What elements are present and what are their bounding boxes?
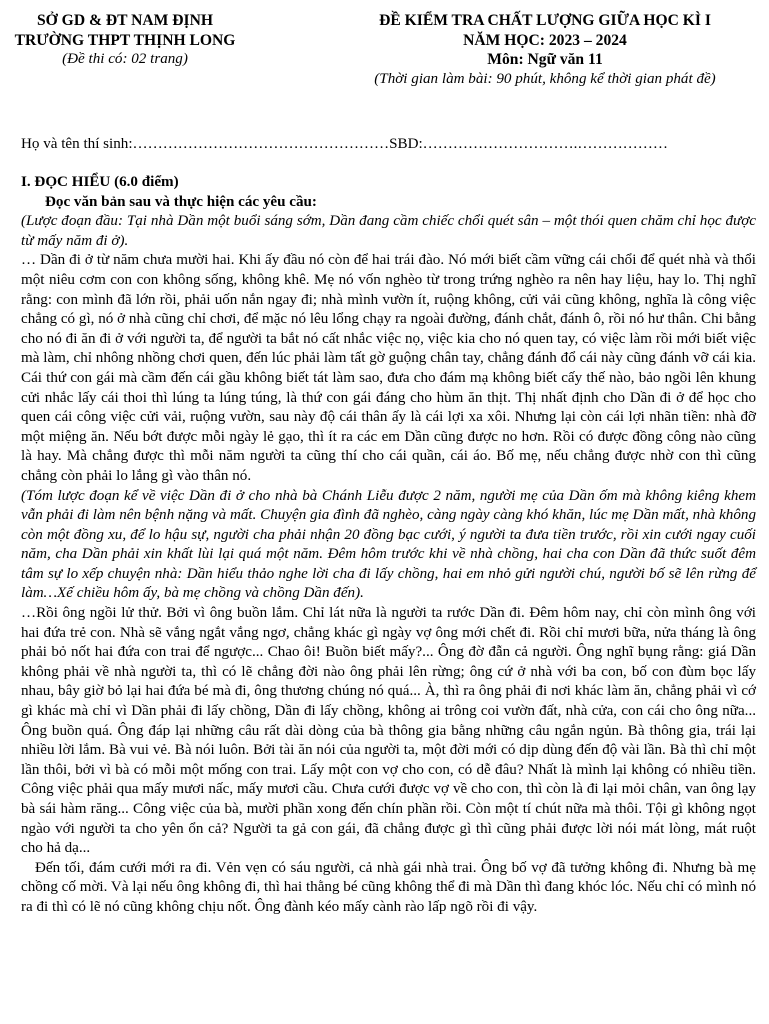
school-name: TRƯỜNG THPT THỊNH LONG [14, 31, 236, 49]
time-note: (Thời gian làm bài: 90 phút, không kể thời gian phát đề) [374, 70, 716, 87]
department-name: SỞ GD & ĐT NAM ĐỊNH [36, 12, 214, 29]
passage-paragraph-1: … Dần đi ở từ năm chưa mười hai. Khi ấy đầu nó còn để hai trái đào. Nó mới biết cầm vững cái chổi để quét nhà và thổi một niêu cơm con con không sống, không khê. Mẹ nó vốn nghèo từ trong trứng nghèo ra nên hay liệu, hay lo. Thị nghĩ rằng: con mình đã lớn rồi, phải uốn nắn ngay đi; nhà mình vườn ít, ruộng không, cửi vải cũng không, nghĩa là công việc chẳng có gì, nó ở nhà cũng chỉ chơi, để mặc nó lêu lổng chạy ra ngoài đường, đánh chắt, đánh ô, rồi nó hư thân. Chi bằng cho nó đi ăn đi ở với người ta, để người ta bắt nó cất nhắc việc nọ, việc kia cho nó quen tay, có việc làm rồi mới biết việc mà làm, chỉ nhông nhồng chơi quen, đến lúc phải làm tất gờ guộng chân tay, chẳng đánh đổ cái này cũng đánh vỡ cái kia. Cái thứ con gái mà cầm đến cái gầu không biết tát làm sao, đưa cho đám mạ không biết cấy thế nào, bảo ngồi lên khung cửi nhắc lấy cái thoi thì lúng ta lúng túng, là thứ con gái đáng cho hùm ăn thịt. Thị nhất định cho Dần đi ở để học cho quen cái công việc cửi vải, ruộng vườn, sau này độ cái thân ấy là cái lợi xa xôi. Nhưng lại còn cái lợi nhãn tiền: nhà đỡ một miệng ăn. Nếu bớt được mỗi ngày lẻ gạo, thì ít ra các em Dần cũng được no hơn. Rồi có được đồng công nào cũng là hay. Mà chẳng được thì mỗi năm người ta cũng thí cho cái quần, cái áo. Bố mẹ, nếu chẳng được nhờ con thì cũng chẳng còn phải lo lắng gì vào thân nó. [21, 252, 756, 484]
summary-paragraph-2: (Tóm lược đoạn kể về việc Dần đi ở cho nhà bà Chánh Liễu được 2 năm, người mẹ của Dần ốm mà không kiêng khem vẫn phải đi làm nên bệnh nặng và mất. Chuyện gia đình đã nghèo, càng ngày càng khó khăn, lúc mẹ Dần mất, nhà không còn một đồng xu, để lo hậu sự, người cha phải nhận 20 đồng bạc cưới, ý người ta đưa tiền trước, rồi xin cưới ngay cuối năm, cha Dần phải xin khất lùi lại quá một năm. Đêm hôm trước khi về nhà chồng, hai cha con Dần đã thức suốt đêm tâm sự lo xếp chuyện nhà: Dần hiểu thảo nghe lời cha đi lấy chồng, hai em nhỏ gửi người chú, người bố sẽ lên rừng để làm…Xế chiều hôm ấy, bà mẹ chồng và chồng Dần đến). [21, 487, 756, 602]
subject: Môn: Ngữ văn 11 [487, 51, 603, 68]
candidate-info-line: Họ và tên thí sinh:……………………………………………SBD:………………………….……………… [21, 136, 668, 152]
reading-section [21, 173, 756, 918]
section-title: I. ĐỌC HIỂU (6.0 điểm) [21, 174, 179, 190]
summary-paragraph-1: (Lược đoạn đầu: Tại nhà Dần một buổi sáng sớm, Dần đang cầm chiếc chổi quét sân – một thói quen chăm chỉ học được từ mấy năm đi ở). [21, 213, 756, 249]
pages-note: (Đề thi có: 02 trang) [62, 51, 188, 67]
exam-title: ĐỀ KIỂM TRA CHẤT LƯỢNG GIỮA HỌC KÌ I [379, 12, 711, 29]
header-left [14, 11, 236, 70]
header-right [322, 11, 768, 89]
passage-paragraph-2: …Rồi ông ngồi lử thử. Bởi vì ông buồn lắm. Chỉ lát nữa là người ta rước Dần đi. Đêm hôm nay, chỉ còn mình ông với hai đứa trẻ con. Nhà sẽ vắng ngắt vắng ngơ, chẳng khác gì ngày vợ ông mới chết đi. Rồi chỉ mươi bữa, nửa tháng là ông phải bỏ nốt hai đứa con trai để ngược... Chao ôi! Buồn biết mấy?... Ông đờ đẫn cả người. Ông nghĩ bụng rằng: giá Dần không phải về nhà người ta, thì có lẽ chẳng đời nào ông phải lên rừng; ông cứ ở nhà với ba con, bố con đùm bọc lấy nhau, bây giờ bỏ lại hai đứa bé mà đi, ông thương chúng nó quá... À, thì ra ông phải đi nơi khác làm ăn, chẳng phải vì cớ gì khác mà chỉ vì Dần phải đi lấy chồng, Dần đi lấy chồng, không ai trông coi vườn đất, nhà cửa, con cái cho ông nữa... Ông buồn quá. Ông đáp lại những câu rất dài dòng của bà thông gia bằng những câu ngắn ngủn. Bà thông gia, trái lại nhiều lời lắm. Bà vui vẻ. Bà nói luôn. Bởi tài ăn nói của người ta, một đời mới có dịp dùng đến độ vài lần. Bà thì chỉ một lần thôi, bởi vì bà có mỗi một mống con trai. Lấy một con vợ cho con, có dễ đâu? Nhất là mình lại không có nhiều tiền. Công việc phải qua mấy mươi nấc, mấy mươi cầu. Chưa cưới được vợ về cho con, thì còn là đi lại mỏi chân, van ông lạy bà sái hàm răng... Công việc của bà, mười phần xong đến chín phần rồi. Còn một tí chút nữa mà thôi. Tội gì không ngọt ngào với người ta cho yên ổn cả? Người ta gả con gái, đã chẳng được gì thì cũng phải được lời nói mát lòng, mát ruột cho hả dạ... [21, 605, 756, 857]
school-year: NĂM HỌC: 2023 – 2024 [463, 31, 627, 49]
section-instruction: Đọc văn bản sau và thực hiện các yêu cầu: [45, 193, 317, 210]
passage-paragraph-3: Đến tối, đám cưới mới ra đi. Vẻn vẹn có sáu người, cả nhà gái nhà trai. Ông bố vợ đã tưởng không đi. Nhưng bà mẹ chồng cố mời. Và lại nếu ông không đi, thì hai thằng bé cũng không thể đi mà Dần thì đang khóc lóc. Nếu chỉ có mình nó ra đi thì có lẽ nó cũng không chịu nốt. Ông đành kéo mấy cành rào lấp ngõ rồi đi vậy. [21, 859, 756, 915]
